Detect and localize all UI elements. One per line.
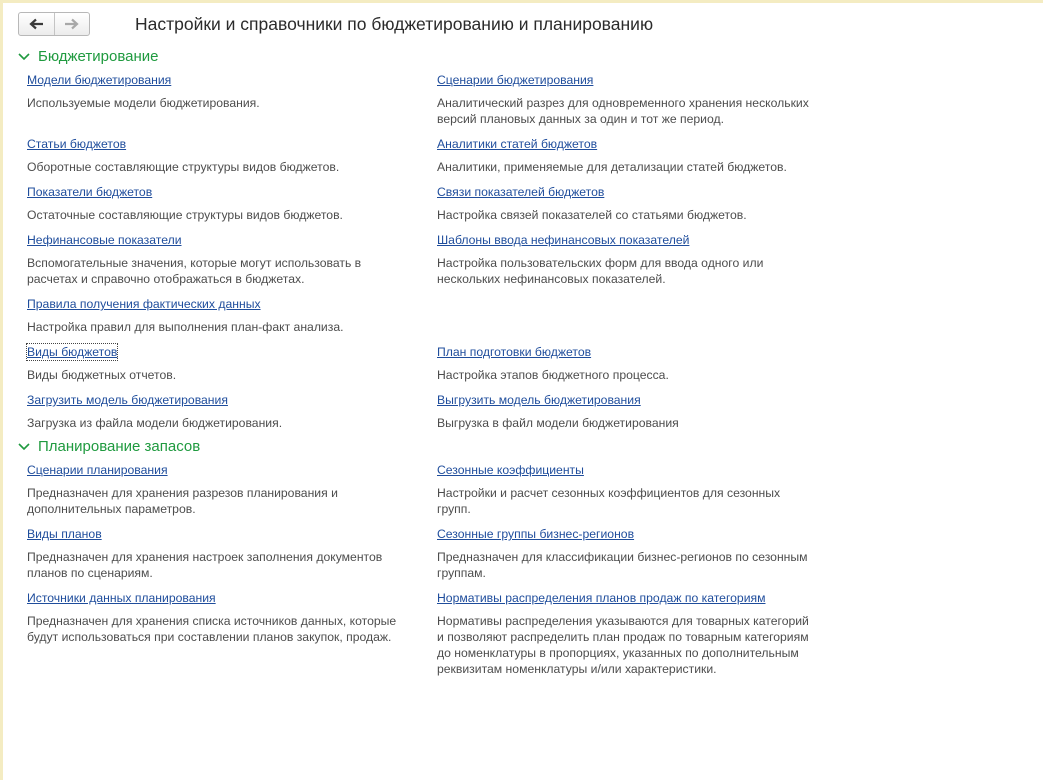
- list-item: [437, 461, 857, 517]
- link-seasonal-coefficients[interactable]: Сезонные коэффициенты: [437, 463, 584, 477]
- list-item: [437, 391, 857, 431]
- list-item: [27, 461, 427, 517]
- list-item: [437, 525, 857, 581]
- list-item: [27, 589, 427, 645]
- link-planning-data-sources[interactable]: Источники данных планирования: [27, 591, 216, 605]
- back-button[interactable]: [19, 13, 54, 35]
- navigation-buttons: [18, 12, 90, 36]
- list-item: [437, 135, 857, 175]
- item-description: Выгрузка в файл модели бюджетирования: [437, 416, 679, 430]
- page-title: Настройки и справочники по бюджетированию и планированию: [135, 14, 654, 34]
- link-seasonal-business-region-groups[interactable]: Сезонные группы бизнес-регионов: [437, 527, 635, 541]
- link-planning-scenarios[interactable]: Сценарии планирования: [27, 463, 168, 477]
- item-description: Настройка этапов бюджетного процесса.: [437, 368, 669, 382]
- window-left-border: [0, 0, 3, 780]
- forward-button[interactable]: [54, 13, 90, 35]
- link-nonfinancial-indicators[interactable]: Нефинансовые показатели: [27, 233, 182, 247]
- link-nonfinancial-input-templates[interactable]: Шаблоны ввода нефинансовых показателей: [437, 233, 690, 247]
- window-top-border: [0, 0, 1043, 3]
- list-item: [437, 71, 857, 127]
- item-description: Настройка связей показателей со статьями бюджетов.: [437, 208, 747, 222]
- link-budget-item-analytics[interactable]: Аналитики статей бюджетов: [437, 137, 598, 151]
- item-description: Настройка пользовательских форм для ввода одного или нескольких нефинансовых показателей.: [437, 256, 764, 286]
- arrow-right-icon: [64, 18, 80, 30]
- item-description: Оборотные составляющие структуры видов бюджетов.: [27, 160, 340, 174]
- item-description: Предназначен для хранения списка источников данных, которые будут использоваться при составлении планов закупок, продаж.: [27, 614, 397, 644]
- chevron-down-icon: [18, 443, 30, 451]
- list-item: [27, 295, 427, 335]
- list-item: [27, 183, 427, 223]
- list-item: [437, 343, 857, 383]
- link-budget-items[interactable]: Статьи бюджетов: [27, 137, 127, 151]
- link-budget-preparation-plan[interactable]: План подготовки бюджетов: [437, 345, 592, 359]
- list-item: [27, 135, 427, 175]
- item-description: Настройка правил для выполнения план-факт анализа.: [27, 320, 344, 334]
- link-budget-models[interactable]: Модели бюджетирования: [27, 73, 172, 87]
- chevron-down-icon: [18, 53, 30, 61]
- link-sales-plan-distribution-norms[interactable]: Нормативы распределения планов продаж по категориям: [437, 591, 766, 605]
- item-description: Аналитический разрез для одновременного хранения нескольких версий плановых данных за один и тот же период.: [437, 96, 809, 126]
- list-item: [27, 71, 427, 111]
- link-load-budget-model[interactable]: Загрузить модель бюджетирования: [27, 393, 228, 407]
- list-item: [27, 343, 427, 383]
- item-description: Виды бюджетных отчетов.: [27, 368, 177, 382]
- item-description: Используемые модели бюджетирования.: [27, 96, 260, 110]
- link-export-budget-model[interactable]: Выгрузить модель бюджетирования: [437, 393, 641, 407]
- section-header-inventory-planning[interactable]: [18, 438, 200, 455]
- list-item: [27, 525, 427, 581]
- link-budget-indicator-links[interactable]: Связи показателей бюджетов: [437, 185, 605, 199]
- list-item: [27, 391, 427, 431]
- section-header-budgeting[interactable]: [18, 48, 158, 65]
- arrow-left-icon: [28, 18, 44, 30]
- item-description: Вспомогательные значения, которые могут использовать в расчетах и справочно отображаться в бюджетах.: [27, 256, 362, 286]
- link-budget-types[interactable]: Виды бюджетов: [27, 345, 118, 359]
- link-plan-types[interactable]: Виды планов: [27, 527, 102, 541]
- list-item: [437, 231, 857, 287]
- item-description: Аналитики, применяемые для детализации статей бюджетов.: [437, 160, 787, 174]
- list-item: [437, 183, 857, 223]
- item-description: Остаточные составляющие структуры видов бюджетов.: [27, 208, 343, 222]
- section-title: Бюджетирование: [38, 48, 159, 65]
- link-budget-scenarios[interactable]: Сценарии бюджетирования: [437, 73, 594, 87]
- item-description: Загрузка из файла модели бюджетирования.: [27, 416, 283, 430]
- link-budget-indicators[interactable]: Показатели бюджетов: [27, 185, 153, 199]
- item-description: Нормативы распределения указываются для товарных категорий и позволяют распределить план продаж по товарным категориям до номенклатуры в пропорциях, указанных по дополнительным реквизитам номенклатуры и/или характеристики.: [437, 614, 809, 676]
- item-description: Предназначен для хранения разрезов планирования и дополнительных параметров.: [27, 486, 338, 516]
- item-description: Предназначен для классификации бизнес-регионов по сезонным группам.: [437, 550, 808, 580]
- list-item: [27, 231, 427, 287]
- item-description: Предназначен для хранения настроек заполнения документов планов по сценариям.: [27, 550, 383, 580]
- item-description: Настройки и расчет сезонных коэффициентов для сезонных групп.: [437, 486, 781, 516]
- link-actual-data-rules[interactable]: Правила получения фактических данных: [27, 297, 261, 311]
- section-title: Планирование запасов: [38, 438, 201, 455]
- list-item: [437, 589, 857, 677]
